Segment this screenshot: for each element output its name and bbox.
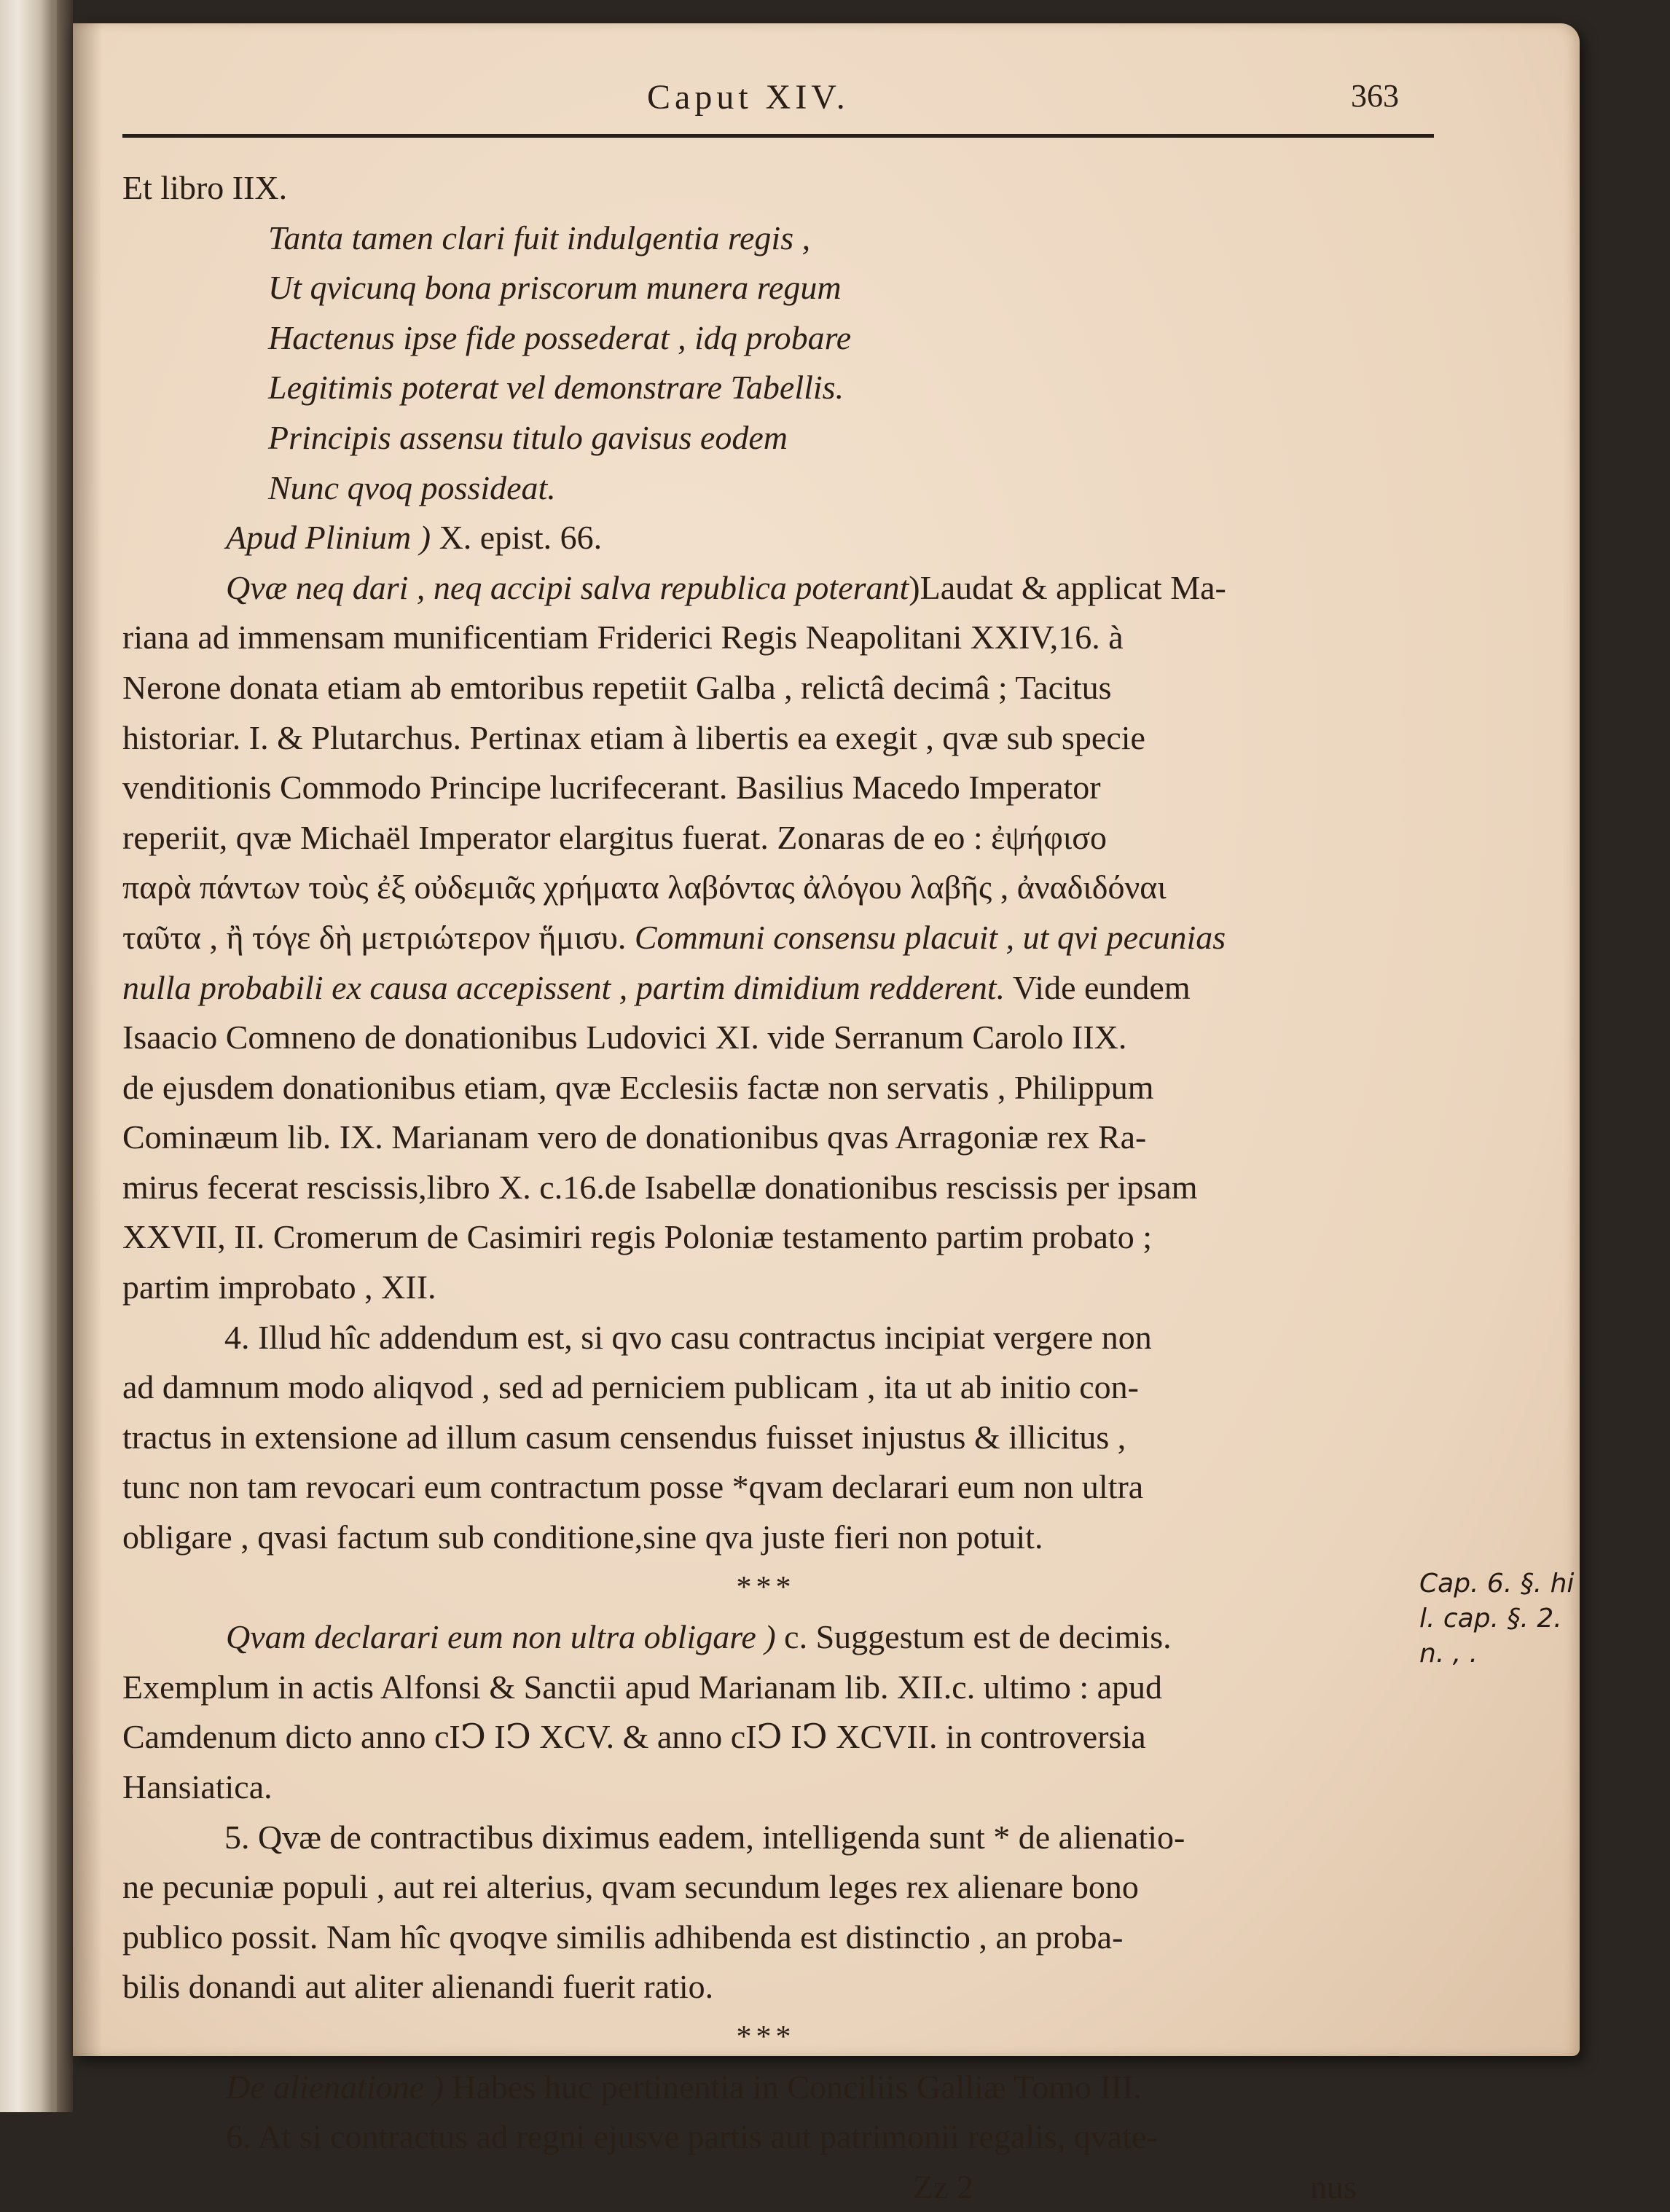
italic-phrase: Qvam declarari eum non ultra obligare ) [226, 1618, 785, 1656]
text-line [122, 613, 1409, 663]
text-line [122, 763, 1409, 813]
italic-phrase: Qvæ neq dari , neq accipi salva republica poterant [226, 568, 909, 606]
text-block [122, 23, 1409, 2205]
line-text: Exemplum in actis Alfonsi & Sanctii apud Marianam lib. XII.c. ultimo : apud [122, 1668, 1163, 1706]
line-text: Nunc qvoq possideat. [268, 468, 556, 506]
line-text: Ut qvicunq bona priscorum munera regum [268, 269, 842, 307]
line-text: partim improbato , XII. [122, 1268, 436, 1306]
italic-phrase: nulla probabili ex causa accepissent , partim dimidium redderent. [122, 968, 1005, 1006]
signature-mark: Zz 2 [913, 2168, 974, 2205]
line-text: 6. At si contractus ad regni ejusve partis aut patrimonii regalis, qvate- [226, 2118, 1158, 2156]
line-text: Tanta tamen clari fuit indulgentia regis , [268, 219, 811, 256]
text-line [122, 363, 1409, 413]
line-text: Vide eundem [1005, 968, 1191, 1006]
text-line [122, 863, 1409, 913]
running-head [122, 77, 1409, 128]
text-line [122, 913, 1409, 963]
text-line [122, 2063, 1409, 2113]
line-text: Hactenus ipse fide possederat , idq probare [268, 318, 852, 356]
margin-note-line: Cap. 6. §. hi [1419, 1569, 1575, 1599]
spine-shadow [73, 23, 102, 2056]
line-text: Et libro IIX. [122, 169, 288, 206]
italic-phrase: De alienatione ) [226, 2068, 452, 2106]
line-text: X. epist. 66. [439, 519, 603, 557]
page-edge [52, 0, 57, 2112]
line-text: reperiit, qvæ Michaël Imperator elargitus fuerat. Zonaras de eo : ἐψήφισο [122, 818, 1108, 856]
line-text: bilis donandi aut aliter alienandi fuerit ratio. [122, 1968, 714, 2006]
line-text: historiar. I. & Plutarchus. Pertinax etiam à libertis ea exegit , qvæ sub specie [122, 718, 1145, 756]
text-line [122, 1163, 1409, 1213]
line-text: Isaacio Comneno de donationibus Ludovici XI. vide Serranum Carolo IIX. [122, 1019, 1127, 1056]
text-line [122, 1462, 1409, 1513]
line-text: )Laudat & applicat Ma- [909, 568, 1226, 606]
page-footer [122, 2162, 1409, 2212]
line-text: mirus fecerat rescissis,libro X. c.16.de Isabellæ donationibus rescissis per ipsam [122, 1168, 1198, 1206]
line-text: ad damnum modo aliqvod , sed ad perniciem publicam , ita ut ab initio con- [122, 1368, 1140, 1406]
text-line [122, 1962, 1409, 2012]
line-text: ταῦτα , ἢ τόγε δὴ μετριώτερον ἥμισυ. [122, 918, 627, 956]
text-line [122, 513, 1409, 563]
header-rule [122, 134, 1434, 138]
line-text: 4. Illud hîc addendum est, si qvo casu contractus incipiat vergere non [224, 1318, 1152, 1356]
line-text: Principis assensu titulo gavisus eodem [268, 418, 788, 456]
line-text: παρὰ πάντων τοὺς ἐξ οὐδεμιᾶς χρήματα λαβόντας ἀλόγου λαβῆς , ἀναδιδόναι [122, 868, 1167, 906]
body-text [122, 163, 1409, 2212]
text-line [122, 463, 1409, 514]
text-line [122, 1413, 1409, 1463]
page-number: 363 [1351, 78, 1399, 114]
text-line [122, 663, 1409, 713]
text-line [122, 1862, 1409, 1913]
text-line [122, 163, 1409, 213]
line-text: Hansiatica. [122, 1768, 273, 1805]
text-line [122, 1813, 1409, 1863]
line-text: obligare , qvasi factum sub conditione,sine qva juste fieri non potuit. [122, 1518, 1043, 1556]
catchword: nus [1310, 2168, 1357, 2205]
line-text: tractus in extensione ad illum casum censendus fuisset injustus & illicitus , [122, 1418, 1126, 1456]
margin-note-line: n. , . [1419, 1639, 1478, 1668]
text-line [122, 213, 1409, 264]
text-line [122, 1563, 1409, 1613]
text-line [122, 2112, 1409, 2162]
line-text: Camdenum dicto anno cIↃ IↃ XCV. & anno cIↃ IↃ XCVII. in controversia [122, 1718, 1146, 1756]
line-text: c. Suggestum est de decimis. [784, 1618, 1172, 1656]
book-binding-gutter [0, 0, 73, 2112]
text-line [122, 1762, 1409, 1813]
text-line [122, 713, 1409, 764]
margin-note-line: l. cap. §. 2. [1419, 1604, 1562, 1633]
text-line [122, 1212, 1409, 1263]
text-line [122, 1663, 1409, 1713]
line-text: riana ad immensam munificentiam Friderici Regis Neapolitani XXIV,16. à [122, 619, 1124, 656]
text-line [122, 1712, 1409, 1762]
text-line [122, 413, 1409, 463]
text-line [122, 2012, 1409, 2063]
running-title: Caput XIV. [647, 78, 850, 117]
text-line [122, 1263, 1409, 1313]
line-text: tunc non tam revocari eum contractum posse *qvam declarari eum non ultra [122, 1468, 1144, 1506]
line-text: *** [736, 1570, 796, 1604]
line-text: Habes huc pertinentia in Conciliis Galliæ Tomo III. [452, 2068, 1142, 2106]
line-text: *** [736, 2020, 796, 2054]
line-text: ne pecuniæ populi , aut rei alterius, qvam secundum leges rex alienare bono [122, 1868, 1139, 1906]
line-text: venditionis Commodo Principe lucrifecerant. Basilius Macedo Imperator [122, 769, 1101, 807]
italic-phrase: Communi consensu placuit , ut qvi pecunias [626, 918, 1226, 956]
text-line [122, 813, 1409, 863]
text-line [122, 1313, 1409, 1363]
text-line [122, 563, 1409, 613]
line-text: publico possit. Nam hîc qvoqve similis adhibenda est distinctio , an proba- [122, 1918, 1124, 1956]
text-line [122, 1113, 1409, 1163]
line-text: de ejusdem donationibus etiam, qvæ Ecclesiis factæ non servatis , Philippum [122, 1068, 1154, 1106]
text-line [122, 1612, 1409, 1663]
book-page [73, 23, 1580, 2205]
handwritten-margin-note [1419, 1566, 1574, 1671]
text-line [122, 1362, 1409, 1413]
text-line [122, 1513, 1409, 1563]
line-text: Nerone donata etiam ab emtoribus repetiit Galba , relictâ decimâ ; Tacitus [122, 668, 1112, 706]
line-text: XXVII, II. Cromerum de Casimiri regis Poloniæ testamento partim probato ; [122, 1218, 1152, 1256]
text-line [122, 1913, 1409, 1963]
text-line [122, 1063, 1409, 1113]
line-text: 5. Qvæ de contractibus diximus eadem, intelligenda sunt * de alienatio- [224, 1818, 1185, 1856]
text-line [122, 263, 1409, 313]
line-text: Legitimis poterat vel demonstrare Tabellis. [268, 369, 844, 407]
italic-phrase: Apud Plinium ) [226, 519, 439, 557]
line-text: Cominæum lib. IX. Marianam vero de donationibus qvas Arragoniæ rex Ra- [122, 1118, 1147, 1156]
text-line [122, 313, 1409, 364]
text-line [122, 963, 1409, 1013]
text-line [122, 1013, 1409, 1063]
